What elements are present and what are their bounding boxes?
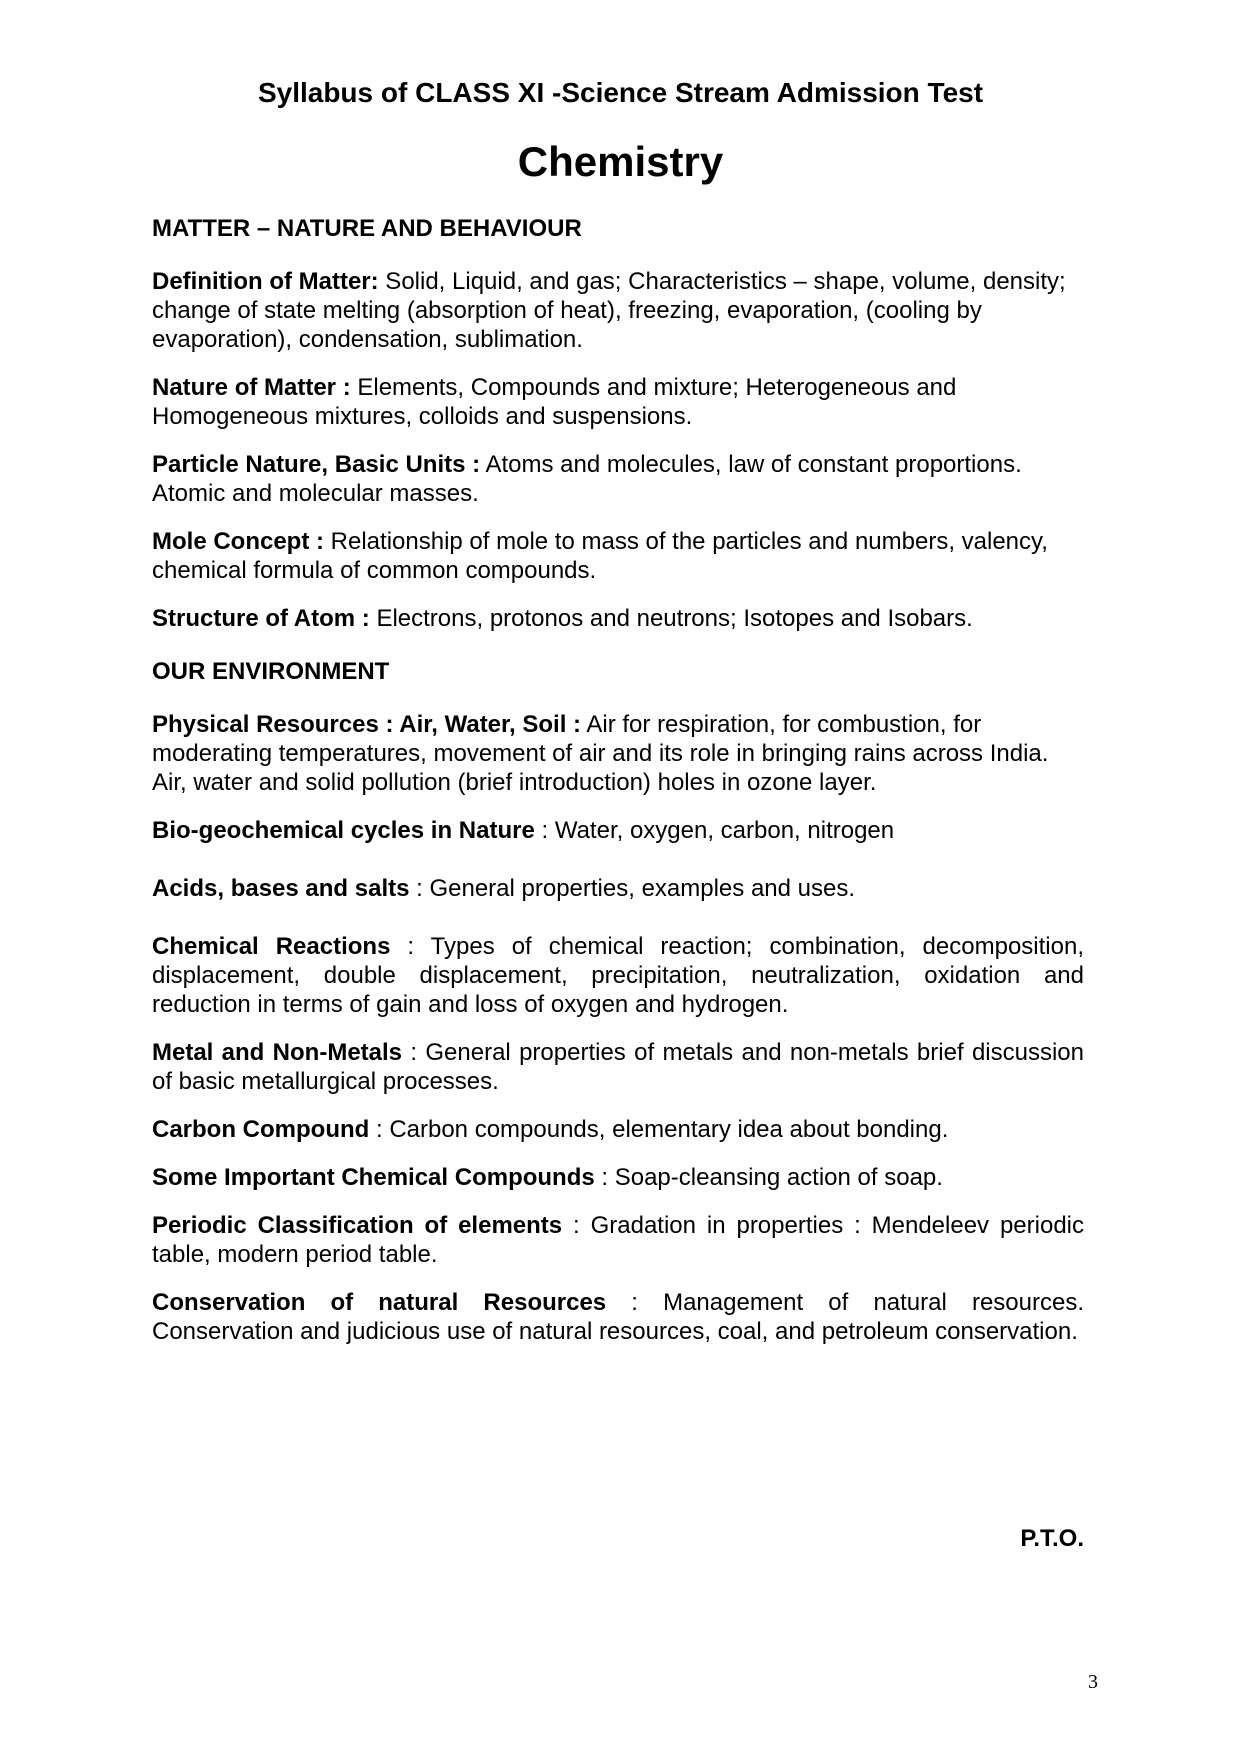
topic-conservation-of-resources <box>152 1288 1084 1346</box>
syllabus-content <box>152 214 1084 1365</box>
topic-term: Conservation of natural Resources <box>152 1289 607 1316</box>
topic-nature-of-matter <box>152 373 1084 431</box>
topic-text: : General properties, examples and uses. <box>409 875 856 902</box>
page-number: 3 <box>1088 1671 1098 1693</box>
topic-text: : Gradation in properties : Mendeleev periodic table, modern period table. <box>152 1212 1084 1268</box>
topic-term: Some Important Chemical Compounds <box>152 1164 595 1191</box>
topic-text: Atoms and molecules, law of constant proportions. Atomic and molecular masses. <box>152 451 1022 507</box>
subject-title: Chemistry <box>517 138 724 185</box>
topic-term: Definition of Matter: <box>152 268 379 295</box>
topic-text: : General properties of metals and non-metals brief discussion of basic metallurgical processes. <box>152 1039 1084 1095</box>
topic-important-chemical-compounds <box>152 1163 1084 1192</box>
topic-mole-concept <box>152 527 1084 585</box>
topic-text: : Management of natural resources. Conservation and judicious use of natural resources, coal, and petroleum conservation. <box>152 1289 1084 1345</box>
topic-text: Elements, Compounds and mixture; Heterogeneous and Homogeneous mixtures, colloids and suspensions. <box>152 374 957 430</box>
topic-text: : Water, oxygen, carbon, nitrogen <box>534 817 895 844</box>
topic-text: Solid, Liquid, and gas; Characteristics – shape, volume, density; change of state melting (absorption of heat), freezing, evaporation, (cooling by evaporation), condensation, sublimation. <box>152 268 1066 353</box>
topic-carbon-compound <box>152 1115 1084 1144</box>
topic-particle-nature <box>152 450 1084 508</box>
section-title-matter: MATTER – NATURE AND BEHAVIOUR <box>152 215 582 242</box>
topic-term: Acids, bases and salts <box>152 875 410 902</box>
topic-term: Metal and Non-Metals <box>152 1039 403 1066</box>
topic-term: Particle Nature, Basic Units : <box>152 451 481 478</box>
topic-bio-geochemical-cycles <box>152 816 1084 845</box>
topic-text: Air for respiration, for combustion, for moderating temperatures, movement of air and its role in bringing rains across India. Air, water and solid pollution (brief introduction) holes in ozone layer. <box>152 711 1049 796</box>
topic-term: Bio-geochemical cycles in Nature <box>152 817 535 844</box>
topic-text: : Types of chemical reaction; combination, decomposition, displacement, double displacement, precipitation, neutralization, oxidation and reduction in terms of gain and loss of oxygen and hydrogen. <box>152 933 1084 1018</box>
topic-term: Carbon Compound <box>152 1116 370 1143</box>
topic-metal-and-non-metals <box>152 1038 1084 1096</box>
topic-text: Relationship of mole to mass of the particles and numbers, valency, chemical formula of common compounds. <box>152 528 1048 584</box>
topic-chemical-reactions <box>152 932 1084 1019</box>
topic-term: Mole Concept : <box>152 528 324 555</box>
topic-physical-resources <box>152 710 1084 797</box>
document-header: Syllabus of CLASS XI -Science Stream Admission Test <box>257 77 984 108</box>
topic-text: Electrons, protonos and neutrons; Isotopes and Isobars. <box>369 605 973 632</box>
topic-acids-bases-salts <box>152 874 1084 903</box>
topic-term: Structure of Atom : <box>152 605 370 632</box>
topic-definition-of-matter <box>152 267 1084 354</box>
topic-text: : Soap-cleansing action of soap. <box>594 1164 943 1191</box>
topic-term: Nature of Matter : <box>152 374 351 401</box>
topic-term: Chemical Reactions <box>152 933 391 960</box>
section-title-environment: OUR ENVIRONMENT <box>152 658 390 685</box>
topic-term: Periodic Classification of elements <box>152 1212 563 1239</box>
pto-label: P.T.O. <box>1020 1525 1084 1552</box>
topic-periodic-classification <box>152 1211 1084 1269</box>
topic-text: : Carbon compounds, elementary idea about bonding. <box>369 1116 949 1143</box>
topic-structure-of-atom <box>152 604 1084 633</box>
topic-term: Physical Resources : Air, Water, Soil : <box>152 711 582 738</box>
